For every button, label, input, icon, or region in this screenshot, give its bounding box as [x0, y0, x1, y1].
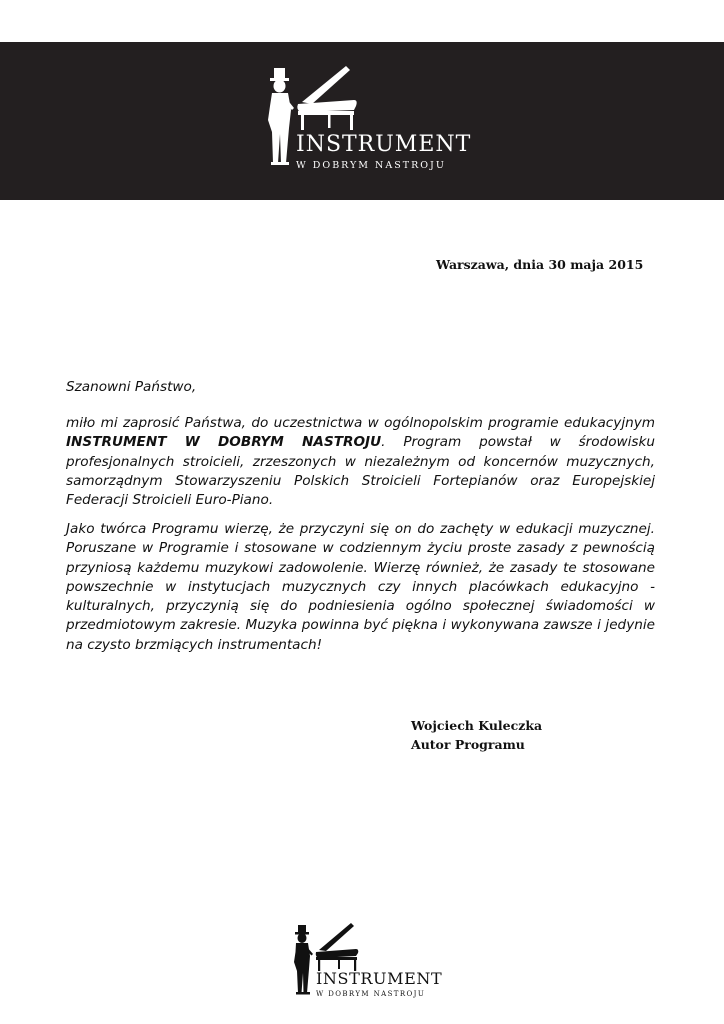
letter-greeting: Szanowni Państwo, [66, 379, 197, 395]
signature-block [411, 716, 542, 754]
logo-title: INSTRUMENT [296, 132, 472, 157]
header-logo [258, 62, 478, 174]
logo-subtitle: W DOBRYM NASTROJU [316, 990, 426, 998]
signature-role: Autor Programu [411, 737, 525, 752]
signature-name: Wojciech Kuleczka [411, 718, 543, 733]
letter-paragraph-1 [66, 414, 655, 510]
footer-logo [288, 919, 448, 1001]
logo-subtitle: W DOBRYM NASTROJU [296, 160, 446, 171]
pianist-and-piano-icon [258, 62, 478, 174]
pianist-and-piano-icon [288, 919, 448, 1001]
letter-date: Warszawa, dnia 30 maja 2015 [436, 257, 644, 272]
paragraph-1-text-end: . Program powstał w środowisku profesjonalnych stroicieli, zrzeszonych w niezależnym od koncernów muzycznych, samorządnym Stowarzyszeniu Polskich Stroicieli Fortepianów oraz Europejskiej Federacji Stroicieli Euro-Piano. [66, 434, 655, 509]
program-name: INSTRUMENT W DOBRYM NASTROJU [66, 434, 382, 451]
logo-title: INSTRUMENT [316, 969, 443, 988]
paragraph-1-text-start: miło mi zaprosić Państwa, do uczestnictwa w ogólnopolskim programie edukacyjnym [66, 415, 655, 431]
letter-paragraph-2: Jako twórca Programu wierzę, że przyczyni się on do zachęty w edukacji muzycznej. Poruszane w Programie i stosowane w codziennym życiu proste zasady z pewnością przyniosą każdemu muzykowi zadowolenie. Wierzę również, że zasady te stosowane powszechnie w instytucjach muzycznych czy innych placówkach edukacyjno - kulturalnych, przyczynią się do podniesienia ogólno społecznej świadomości w przedmiotowym zakresie. Muzyka powinna być piękna i wykonywana zawsze i jedynie na czysto brzmiących instrumentach! [66, 521, 655, 653]
